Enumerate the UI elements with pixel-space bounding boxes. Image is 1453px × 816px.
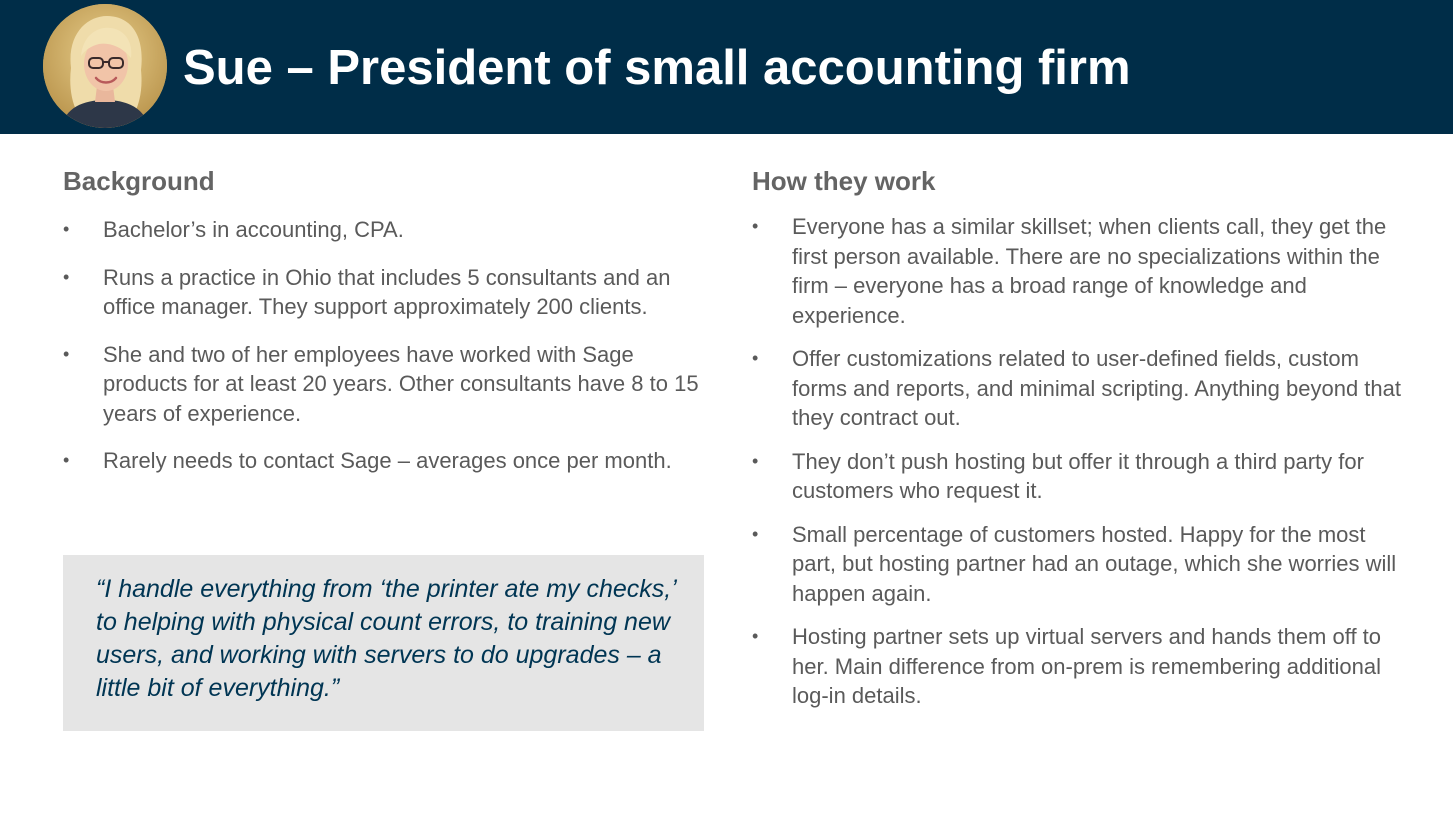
avatar-portrait [43, 4, 167, 128]
list-item-text: Bachelor’s in accounting, CPA. [103, 217, 404, 242]
list-item [63, 446, 708, 476]
background-heading: Background [63, 166, 215, 196]
how-they-work-list [752, 212, 1402, 711]
bullet-icon: • [63, 450, 70, 470]
avatar [43, 4, 167, 128]
header-bar [0, 0, 1453, 134]
list-item [63, 263, 708, 322]
bullet-icon: • [752, 523, 759, 544]
list-item-text: They don’t push hosting but offer it through a third party for customers who request it. [792, 448, 1364, 503]
how-they-work-heading: How they work [752, 166, 936, 196]
list-item-text: Small percentage of customers hosted. Happy for the most part, but hosting partner had an outage, which she worries will happen again. [792, 521, 1397, 606]
list-item [63, 340, 708, 429]
list-item-text: Offer customizations related to user-defined fields, custom forms and reports, and minimal scripting. Anything beyond that they contract out. [792, 346, 1401, 430]
list-item-text: Runs a practice in Ohio that includes 5 consultants and an office manager. They support approximately 200 clients. [103, 264, 671, 319]
list-item-text: Rarely needs to contact Sage – averages once per month. [103, 448, 672, 473]
list-item [752, 622, 1402, 711]
list-item-text: She and two of her employees have worked with Sage products for at least 20 years. Other consultants have 8 to 15 years of experience. [103, 341, 699, 426]
quote-box [63, 555, 704, 731]
list-item-text: Everyone has a similar skillset; when clients call, they get the first person available. There are no specializations within the firm – everyone has a broad range of knowledge and experience. [792, 214, 1387, 328]
list-item [752, 447, 1402, 506]
list-item [752, 212, 1402, 330]
list-item-text: Hosting partner sets up virtual servers and hands them off to her. Main difference from on-prem is remembering additional log-in details. [792, 624, 1382, 708]
bullet-icon: • [63, 219, 70, 239]
bullet-icon: • [63, 343, 70, 364]
bullet-icon: • [63, 266, 70, 287]
bullet-icon: • [752, 348, 759, 368]
bullet-icon: • [752, 216, 759, 236]
list-item [752, 520, 1402, 609]
list-item [752, 344, 1402, 433]
page-title: Sue – President of small accounting firm [183, 41, 1131, 95]
how-they-work-section [752, 164, 1402, 711]
bullet-icon: • [752, 626, 759, 646]
list-item [63, 215, 708, 245]
background-list [63, 215, 708, 476]
quote-text: “I handle everything from ‘the printer ate my checks,’ to helping with physical count errors, to training new users, and working with servers to do upgrades – a little bit of everything.” [96, 575, 676, 702]
bullet-icon: • [752, 450, 759, 471]
background-section [63, 164, 708, 476]
